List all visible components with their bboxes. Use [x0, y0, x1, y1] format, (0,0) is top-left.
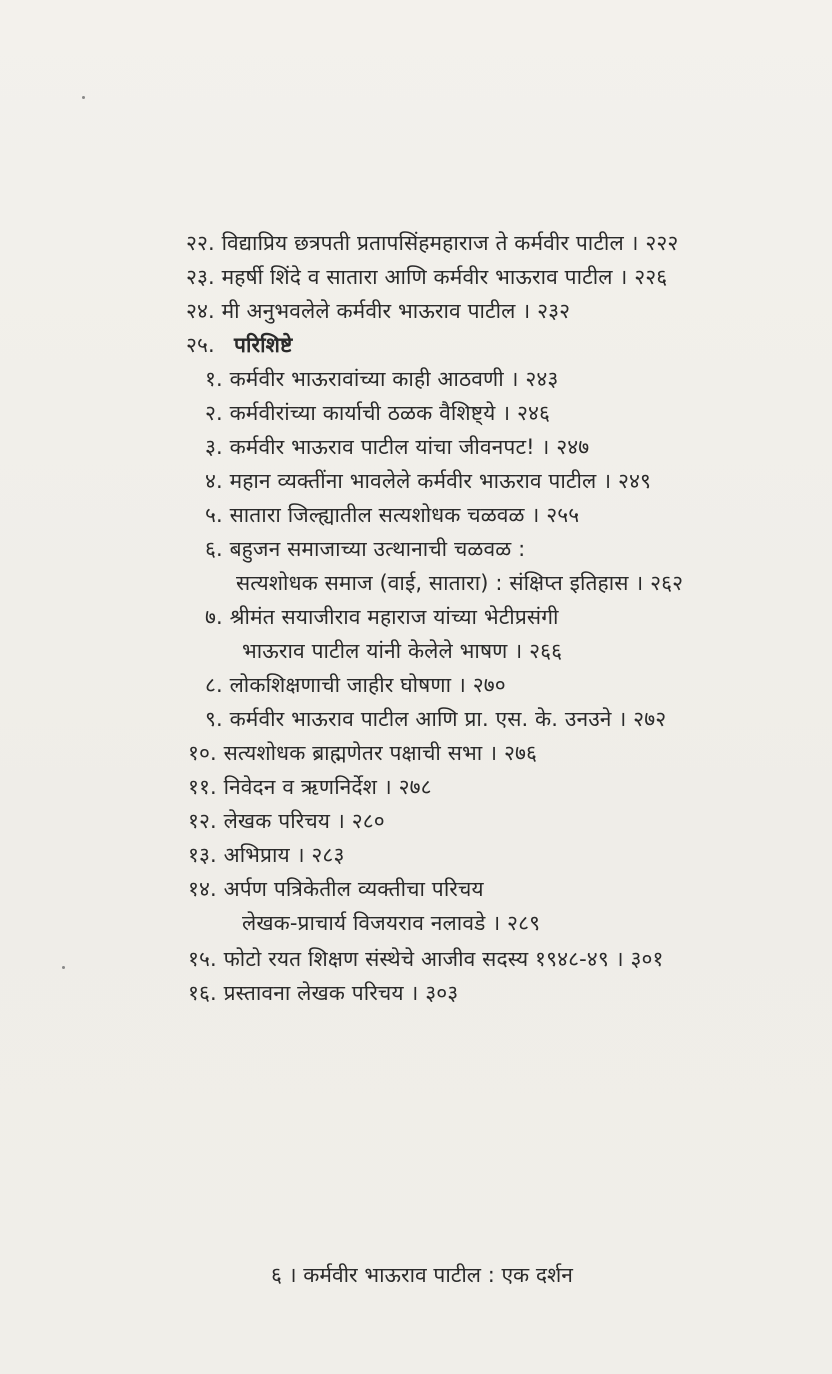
appendix-heading: परिशिष्टे: [234, 333, 293, 357]
toc-entry-22: २२. विद्याप्रिय छत्रपती प्रतापसिंहमहाराज ते कर्मवीर पाटील । २२२: [186, 231, 679, 255]
appendix-item-6-continued: सत्यशोधक समाज (वाई, सातारा) : संक्षिप्त इतिहास । २६२: [236, 571, 684, 595]
appendix-item-14-continued: लेखक-प्राचार्य विजयराव नलावडे । २८९: [242, 911, 541, 935]
appendix-item-9: ९. कर्मवीर भाऊराव पाटील आणि प्रा. एस. के. उनउने । २७२: [205, 707, 667, 731]
appendix-item-8: ८. लोकशिक्षणाची जाहीर घोषणा । २७०: [205, 673, 506, 697]
page-footer: ६ । कर्मवीर भाऊराव पाटील : एक दर्शन: [271, 1263, 573, 1287]
appendix-item-7: ७. श्रीमंत सयाजीराव महाराज यांच्या भेटीप्रसंगी: [205, 605, 559, 629]
appendix-item-15: १५. फोटो रयत शिक्षण संस्थेचे आजीव सदस्य १९४८-४९ । ३०१: [188, 947, 664, 971]
appendix-item-2: २. कर्मवीरांच्या कार्याची ठळक वैशिष्ट्ये । २४६: [205, 401, 551, 425]
appendix-item-4: ४. महान व्यक्तींना भावलेले कर्मवीर भाऊराव पाटील । २४९: [205, 469, 652, 493]
appendix-item-1: १. कर्मवीर भाऊरावांच्या काही आठवणी । २४३: [205, 367, 559, 391]
appendix-item-16: १६. प्रस्तावना लेखक परिचय । ३०३: [188, 981, 459, 1005]
appendix-item-13: १३. अभिप्राय । २८३: [188, 843, 345, 867]
appendix-item-3: ३. कर्मवीर भाऊराव पाटील यांचा जीवनपट! । २४७: [205, 435, 590, 459]
appendix-item-6: ६. बहुजन समाजाच्या उत्थानाची चळवळ :: [205, 537, 526, 561]
appendix-item-14: १४. अर्पण पत्रिकेतील व्यक्तीचा परिचय: [188, 877, 484, 901]
appendix-item-7-continued: भाऊराव पाटील यांनी केलेले भाषण । २६६: [242, 639, 563, 663]
toc-entry-24: २४. मी अनुभवलेले कर्मवीर भाऊराव पाटील । २३२: [186, 299, 571, 323]
toc-entry-25-number: २५.: [186, 333, 215, 357]
appendix-item-12: १२. लेखक परिचय । २८०: [188, 809, 385, 833]
toc-entry-23: २३. महर्षी शिंदे व सातारा आणि कर्मवीर भाऊराव पाटील । २२६: [186, 265, 668, 289]
appendix-item-5: ५. सातारा जिल्ह्यातील सत्यशोधक चळवळ । २५५: [205, 503, 580, 527]
appendix-item-10: १०. सत्यशोधक ब्राह्मणेतर पक्षाची सभा । २७६: [188, 741, 538, 765]
appendix-item-11: ११. निवेदन व ऋणनिर्देश । २७८: [188, 775, 432, 799]
